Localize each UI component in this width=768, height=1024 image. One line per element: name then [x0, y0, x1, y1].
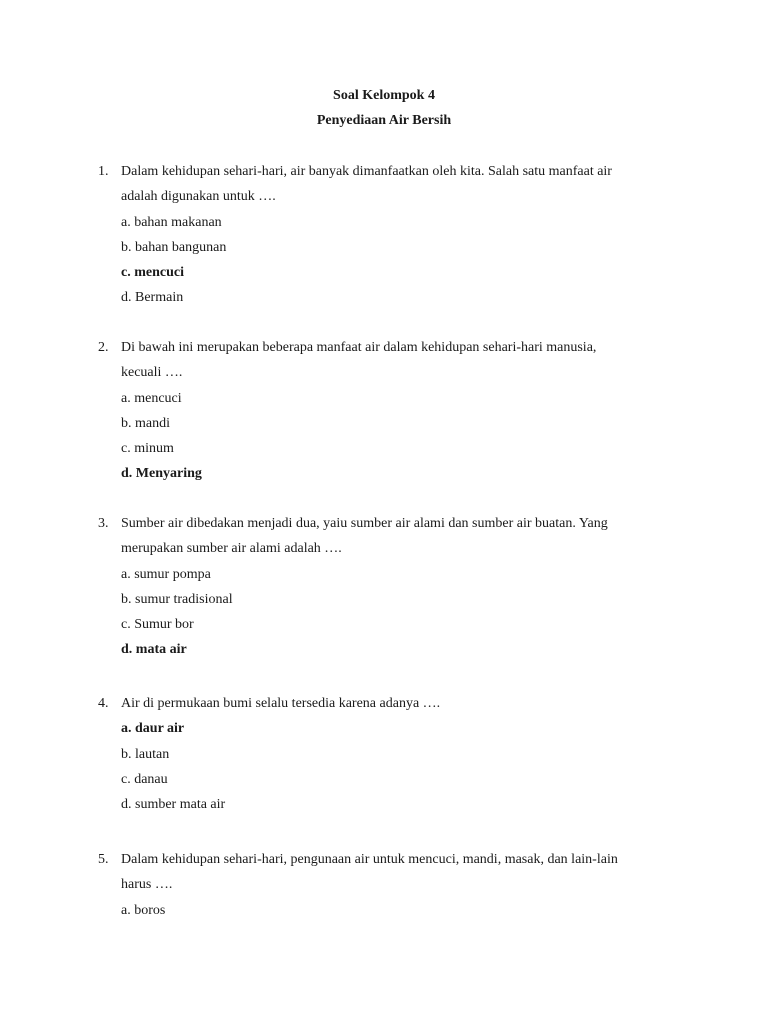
- answer-option-correct: d. mata air: [121, 642, 187, 658]
- document-title: Soal Kelompok 4: [333, 88, 435, 103]
- question-text: merupakan sumber air alami adalah ….: [121, 541, 342, 557]
- question-line: [98, 876, 698, 901]
- question-text: Dalam kehidupan sehari-hari, air banyak dimanfaatkan oleh kita. Salah satu manfaat air: [121, 164, 612, 179]
- question-text: adalah digunakan untuk ….: [121, 189, 276, 205]
- answer-option: a. mencuci: [121, 390, 182, 406]
- question-number: 1.: [98, 164, 109, 179]
- question-number: 4.: [98, 696, 109, 711]
- question-line: [98, 695, 698, 720]
- answer-option-correct: d. Menyaring: [121, 466, 202, 482]
- answer-option: b. bahan bangunan: [121, 239, 227, 255]
- question-text: harus ….: [121, 877, 173, 893]
- answer-option: c. minum: [121, 441, 174, 457]
- question-2: [98, 339, 698, 491]
- question-line: [98, 364, 698, 389]
- answer-option-correct: c. mencuci: [121, 265, 184, 281]
- question-text: Air di permukaan bumi selalu tersedia karena adanya ….: [121, 696, 441, 711]
- answer-option: d. Bermain: [121, 290, 184, 306]
- question-1: [98, 163, 698, 315]
- answer-option: b. sumur tradisional: [121, 591, 233, 607]
- answer-option: b. lautan: [121, 746, 170, 762]
- answer-option: b. mandi: [121, 415, 170, 431]
- question-4: [98, 695, 698, 821]
- question-line: [98, 163, 698, 188]
- answer-option-correct: a. daur air: [121, 721, 185, 737]
- answer-option: a. sumur pompa: [121, 566, 211, 582]
- question-5: [98, 851, 698, 927]
- question-text: Dalam kehidupan sehari-hari, pengunaan air untuk mencuci, mandi, masak, dan lain-lain: [121, 852, 618, 867]
- question-text: kecuali ….: [121, 365, 183, 381]
- document-subtitle: Penyediaan Air Bersih: [316, 113, 452, 128]
- question-number: 3.: [98, 516, 109, 531]
- question-number: 5.: [98, 852, 109, 867]
- question-text: Di bawah ini merupakan beberapa manfaat air dalam kehidupan sehari-hari manusia,: [121, 340, 597, 355]
- answer-option: d. sumber mata air: [121, 797, 226, 813]
- answer-option: a. bahan makanan: [121, 214, 222, 230]
- question-line: [98, 188, 698, 213]
- question-line: [98, 851, 698, 876]
- question-line: [98, 515, 698, 540]
- question-number: 2.: [98, 340, 109, 355]
- question-3: [98, 515, 698, 667]
- answer-option: c. danau: [121, 771, 168, 787]
- answer-option: c. Sumur bor: [121, 617, 194, 633]
- question-line: [98, 339, 698, 364]
- question-text: Sumber air dibedakan menjadi dua, yaiu sumber air alami dan sumber air buatan. Yang: [121, 516, 608, 531]
- question-line: [98, 540, 698, 565]
- answer-option: a. boros: [121, 902, 166, 918]
